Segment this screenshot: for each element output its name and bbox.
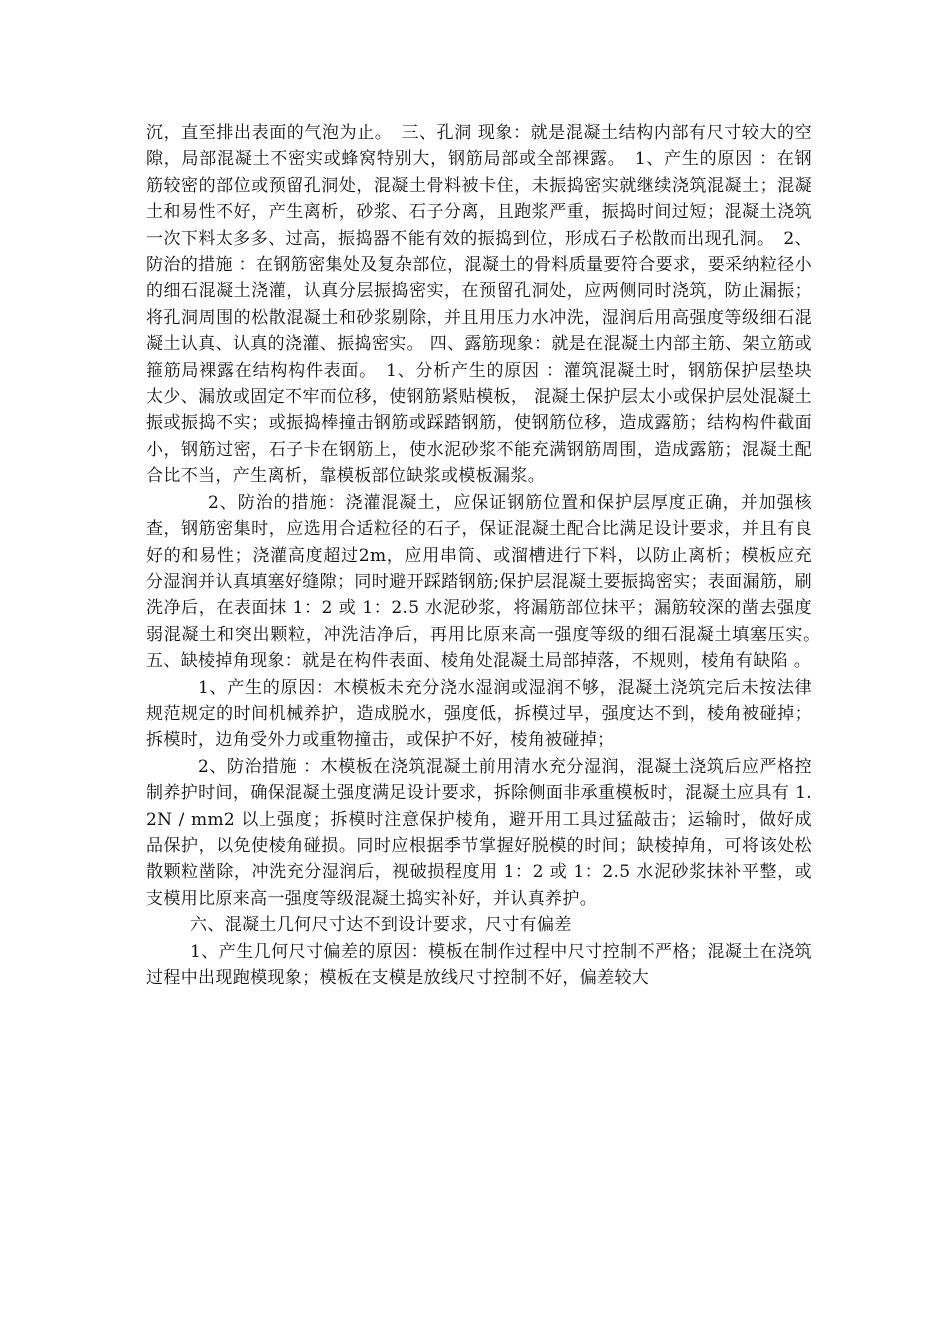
paragraph-dimension-deviation-causes: 1、产生几何尺寸偏差的原因：模板在制作过程中尺寸控制不严格；混凝土在浇筑过程中出现跑模现象；模板在支模是放线尺寸控制不好，偏差较大 bbox=[146, 941, 812, 988]
paragraph-exposed-rebar-prevention: 2、防治的措施：浇灌混凝土，应保证钢筋位置和保护层厚度正确，并加强核查，钢筋密集时，应选用合适粒径的石子，保证混凝土配合比满足设计要求，并且有良好的和易性；浇灌高度超过2m，应用串筒、或溜槽进行下料，以防止离析；模板应充分湿润并认真填塞好缝隙；同时避开踩踏钢筋;保护层混凝土要振捣密实；表面漏筋，刷洗净后，在表面抹 1：2 或 1：2.5 水泥砂浆，将漏筋部位抹平；漏筋较深的凿去强度弱混凝土和突出颗粒，冲洗洁净后，再用比原来高一强度等级的细石混凝土填塞压实。 五、缺棱掉角现象：就是在构件表面、棱角处混凝土局部掉落，不规则，棱角有缺陷 。 bbox=[146, 492, 830, 672]
section-heading-dimension-deviation: 六、混凝土几何尺寸达不到设计要求，尺寸有偏差 bbox=[190, 915, 572, 936]
paragraph-corner-damage-prevention: 2、防治措施 ：木模板在浇筑混凝土前用清水充分湿润，混凝土浇筑后应严格控制养护时间，确保混凝土强度满足设计要求，拆除侧面非承重模板时，混凝土应具有 1.2N / mm2 以上强度；拆模时注意保护棱角，避开用工具过猛敲击；运输时，做好成品保护，以免使棱角碰损。同时应根据季节掌握好脱模的时间；缺棱掉角，可将该处松散颗粒凿除，冲洗充分湿润后，视破损程度用 1：2 或 1：2.5 水泥砂浆抹补平整，或支模用比原来高一强度等级混凝土捣实补好，并认真养护。 bbox=[146, 756, 812, 909]
paragraph-corner-damage-causes: 1、产生的原因：木模板未充分浇水湿润或湿润不够，混凝土浇筑完后未按法律规范规定的时间机械养护，造成脱水，强度低，拆模过早，强度达不到，棱角被碰掉；拆模时，边角受外力或重物撞击，或保护不好，棱角被碰掉； bbox=[146, 677, 812, 751]
paragraph-holes-and-exposed-rebar: 沉，直至排出表面的气泡为止。 三、孔洞 现象：就是混凝土结构内部有尺寸较大的空隙，局部混凝土不密实或蜂窝特别大，钢筋局部或全部裸露。 1、产生的原因 ：在钢筋较密的部位或预留孔洞处，混凝土骨料被卡住，未振捣密实就继续浇筑混凝土；混凝土和易性不好，产生离析，砂浆、石子分离，且跑浆严重，振捣时间过短；混凝土浇筑一次下料太多多、过高，振捣器不能有效的振捣到位，形成石子松散而出现孔洞。 2、防治的措施 ：在钢筋密集处及复杂部位，混凝土的骨料质量要符合要求，要采纳粒径小的细石混凝土浇灌，认真分层振捣密实，在预留孔洞处，应两侧同时浇筑，防止漏振；将孔洞周围的松散混凝土和砂浆剔除，并且用压力水冲洗，湿润后用高强度等级细石混凝土认真、认真的浇灌、振捣密实。 四、露筋现象：就是在混凝土内部主筋、架立筋或箍筋局裸露在结构构件表面。 1、分析产生的原因 ：灌筑混凝土时，钢筋保护层垫块太少、漏放或固定不牢而位移，使钢筋紧贴模板， 混凝土保护层太小或保护层处混凝土振或振捣不实；或振捣棒撞击钢筋或踩踏钢筋，使钢筋位移，造成露筋；结构构件截面小，钢筋过密，石子卡在钢筋上，使水泥砂浆不能充满钢筋周围，造成露筋；混凝土配合比不当，产生离析，靠模板部位缺浆或模板漏浆。 bbox=[146, 123, 812, 487]
document-body bbox=[146, 120, 830, 991]
